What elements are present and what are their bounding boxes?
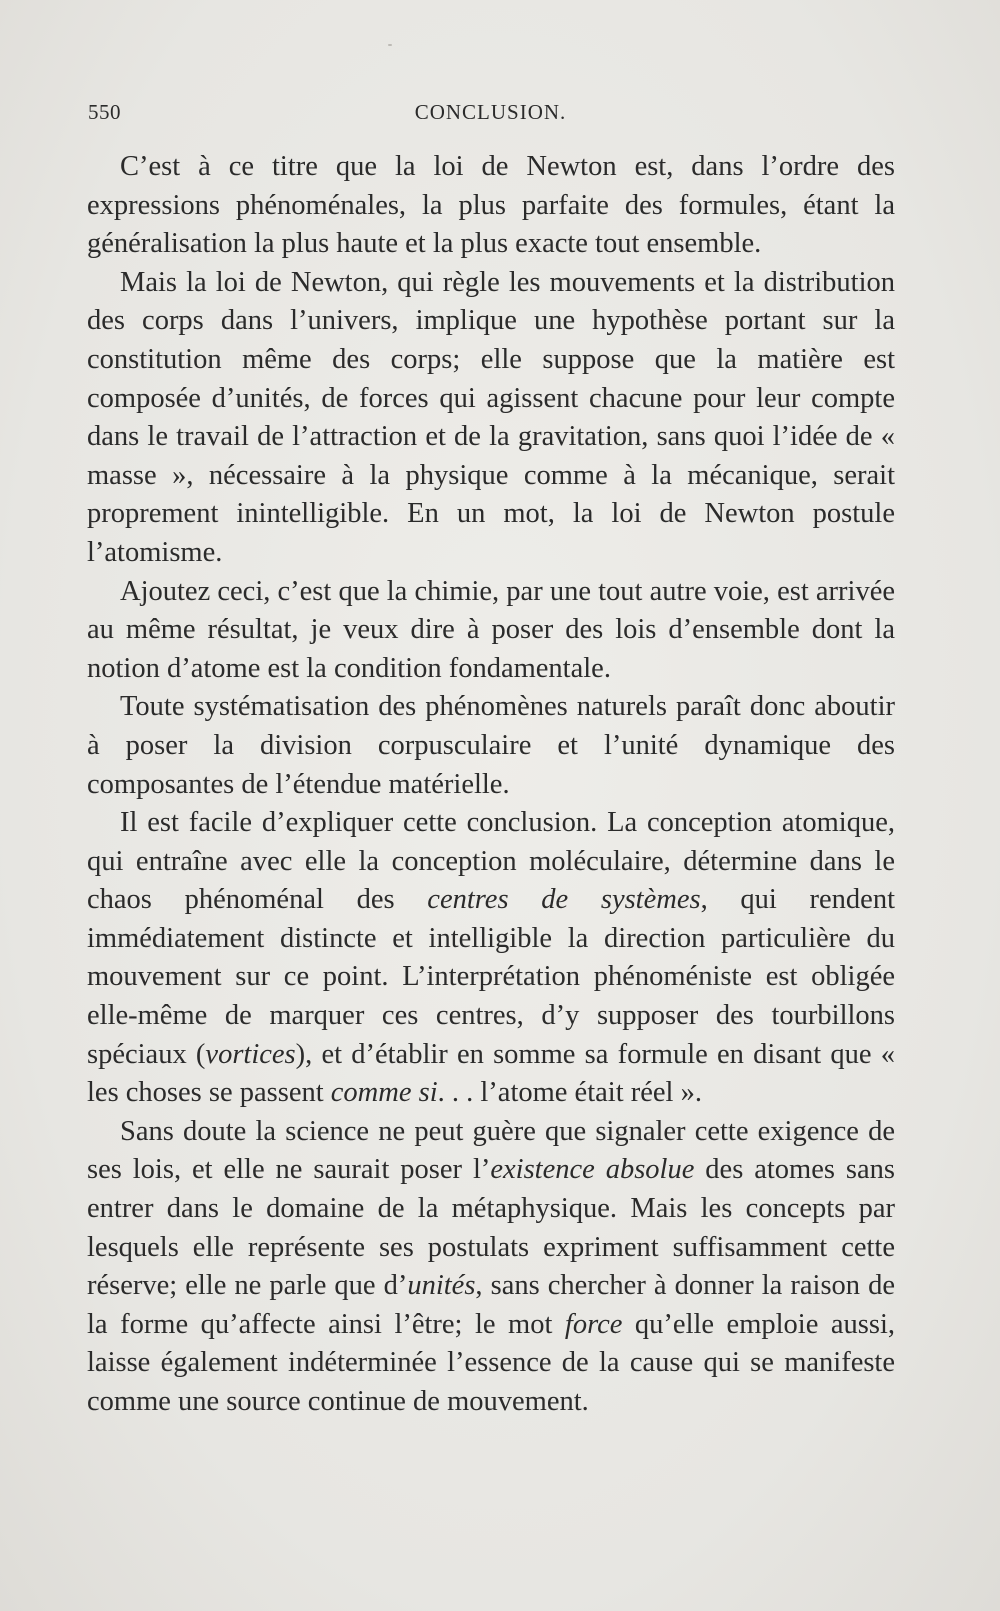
- italic-phrase: vortices: [205, 1038, 296, 1070]
- text-run: , qui rendent immédiatement distincte et intelligible la direction particulière du mouvement sur ce point. L’interprétation phénoméniste est obligée elle-même de marquer ces centres, d’y supposer des tourbillons spéciaux (: [87, 884, 895, 1070]
- text-run: . . . l’atome était réel ».: [437, 1077, 702, 1109]
- paragraph-1: C’est à ce titre que la loi de Newton est, dans l’ordre des expressions phénoménales, la plus parfaite des formules, étant la généralisation la plus haute et la plus exacte tout ensemble.: [87, 151, 895, 260]
- text-run: Sans doute la science ne peut guère que signaler cette exigence de ses lois, et elle ne saurait poser l’: [87, 1115, 895, 1186]
- text-run: des atomes sans entrer dans le domaine de la métaphysique. Mais les concepts par lesquels elle représente ses postulats expriment suffisamment cette réserve; elle ne parle que d’: [87, 1154, 895, 1302]
- body-text: [87, 148, 895, 1422]
- paragraph-3: Ajoutez ceci, c’est que la chimie, par une tout autre voie, est arrivée au même résultat, je veux dire à poser des lois d’ensemble dont la notion d’atome est la condition fondamentale.: [87, 575, 895, 684]
- italic-phrase: comme si: [330, 1077, 438, 1109]
- italic-phrase: existence absolue: [490, 1154, 695, 1186]
- italic-phrase: force: [564, 1308, 623, 1340]
- text-run: ), et d’établir en somme sa formule en disant que « les choses se passent: [87, 1038, 896, 1109]
- italic-phrase: centres de systèmes: [427, 884, 701, 916]
- paragraph-4: Toute systématisation des phénomènes naturels paraît donc aboutir à poser la division corpusculaire et l’unité dynamique des composantes de l’étendue matérielle.: [87, 691, 895, 800]
- running-title: CONCLUSION.: [414, 100, 567, 124]
- paragraph-6: [87, 1113, 895, 1422]
- text-run: Il est facile d’expliquer cette conclusion. La conception atomique, qui entraîne avec elle la conception moléculaire, détermine dans le chaos phénoménal des: [87, 807, 895, 916]
- text-run: qu’elle emploie aussi, laisse également indéterminée l’essence de la cause qui se manifeste comme une source continue de mouvement.: [87, 1308, 895, 1417]
- paragraph-5: [87, 804, 895, 1113]
- text-run: , sans chercher à donner la raison de la forme qu’affecte ainsi l’être; le mot: [87, 1270, 895, 1340]
- italic-phrase: unités: [407, 1270, 476, 1302]
- paper-speck: [388, 44, 392, 46]
- paragraph-2: Mais la loi de Newton, qui règle les mouvements et la distribution des corps dans l’univers, implique une hypothèse portant sur la constitution même des corps; elle suppose que la matière est composée d’unités, de forces qui agissent chacune pour leur compte dans le travail de l’attraction et de la gravitation, sans quoi l’idée de « masse », nécessaire à la physique comme à la mécanique, serait proprement inintelligible. En un mot, la loi de Newton postule l’atomisme.: [87, 266, 895, 568]
- page-number: 550: [88, 100, 121, 124]
- running-head: [88, 100, 893, 130]
